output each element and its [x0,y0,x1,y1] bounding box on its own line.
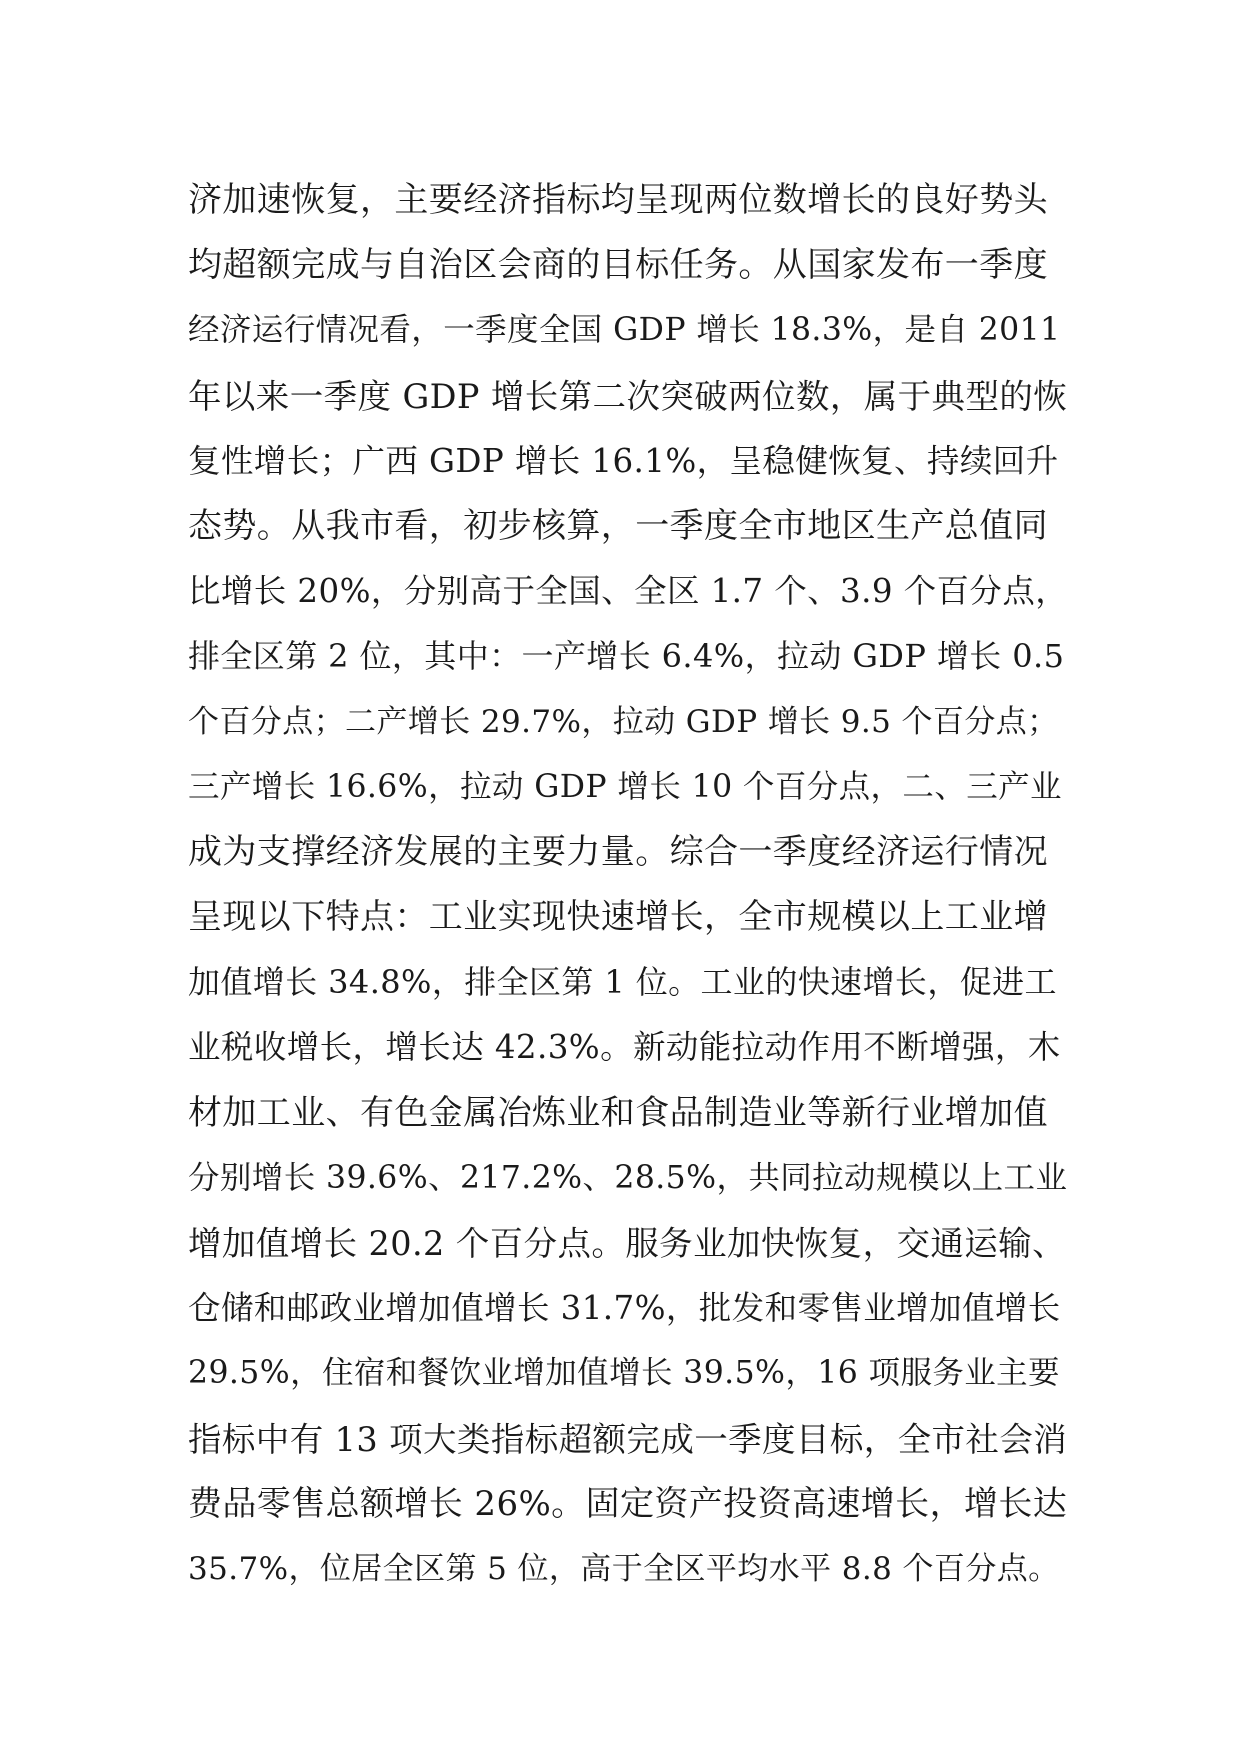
text-line: 态势。从我市看，初步核算，一季度全市地区生产总值同 [188,505,1048,546]
text-line: 年以来一季度 GDP 增长第二次突破两位数，属于典型的恢 [188,376,1068,416]
text-line: 济加速恢复，主要经济指标均呈现两位数增长的良好势头 [188,180,1048,220]
text-line: 经济运行情况看，一季度全国 GDP 增长 18.3%，是自 2011 [188,312,1061,349]
text-line: 三产增长 16.6%，拉动 GDP 增长 10 个百分点，二、三产业 [188,768,1062,805]
text-line: 29.5%，住宿和餐饮业增加值增长 39.5%，16 项服务业主要 [188,1355,1060,1392]
text-line: 分别增长 39.6%、217.2%、28.5%，共同拉动规模以上工业 [188,1159,1068,1196]
text-line: 增加值增长 20.2 个百分点。服务业加快恢复，交通运输、 [188,1224,1066,1263]
text-line: 成为支撑经济发展的主要力量。综合一季度经济运行情况 [188,831,1048,872]
text-line: 复性增长；广西 GDP 增长 16.1%，呈稳健恢复、持续回升 [188,441,1059,480]
text-line: 个百分点；二产增长 29.7%，拉动 GDP 增长 9.5 个百分点； [188,703,1059,740]
text-line: 业税收增长，增长达 42.3%。新动能拉动作用不断增强，木 [188,1028,1061,1067]
text-line: 指标中有 13 项大类指标超额完成一季度目标，全市社会消 [188,1419,1068,1459]
text-line: 费品零售总额增长 26%。固定资产投资高速增长，增长达 [188,1483,1068,1524]
body-paragraph [188,168,1068,1602]
text-line: 呈现以下特点：工业实现快速增长，全市规模以上工业增 [188,897,1048,938]
text-line: 仓储和邮政业增加值增长 31.7%，批发和零售业增加值增长 [188,1289,1061,1328]
text-line: 比增长 20%，分别高于全国、全区 1.7 个、3.9 个百分点， [188,572,1069,611]
text-line: 加值增长 34.8%，排全区第 1 位。工业的快速增长，促进工 [188,963,1057,1002]
text-line: 材加工业、有色金属冶炼业和食品制造业等新行业增加值 [188,1092,1048,1133]
text-line: 排全区第 2 位，其中：一产增长 6.4%，拉动 GDP 增长 0.5 [188,637,1065,676]
text-line: 35.7%，位居全区第 5 位，高于全区平均水平 8.8 个百分点。 [188,1550,1060,1587]
text-line: 均超额完成与自治区会商的目标任务。从国家发布一季度 [188,245,1048,286]
